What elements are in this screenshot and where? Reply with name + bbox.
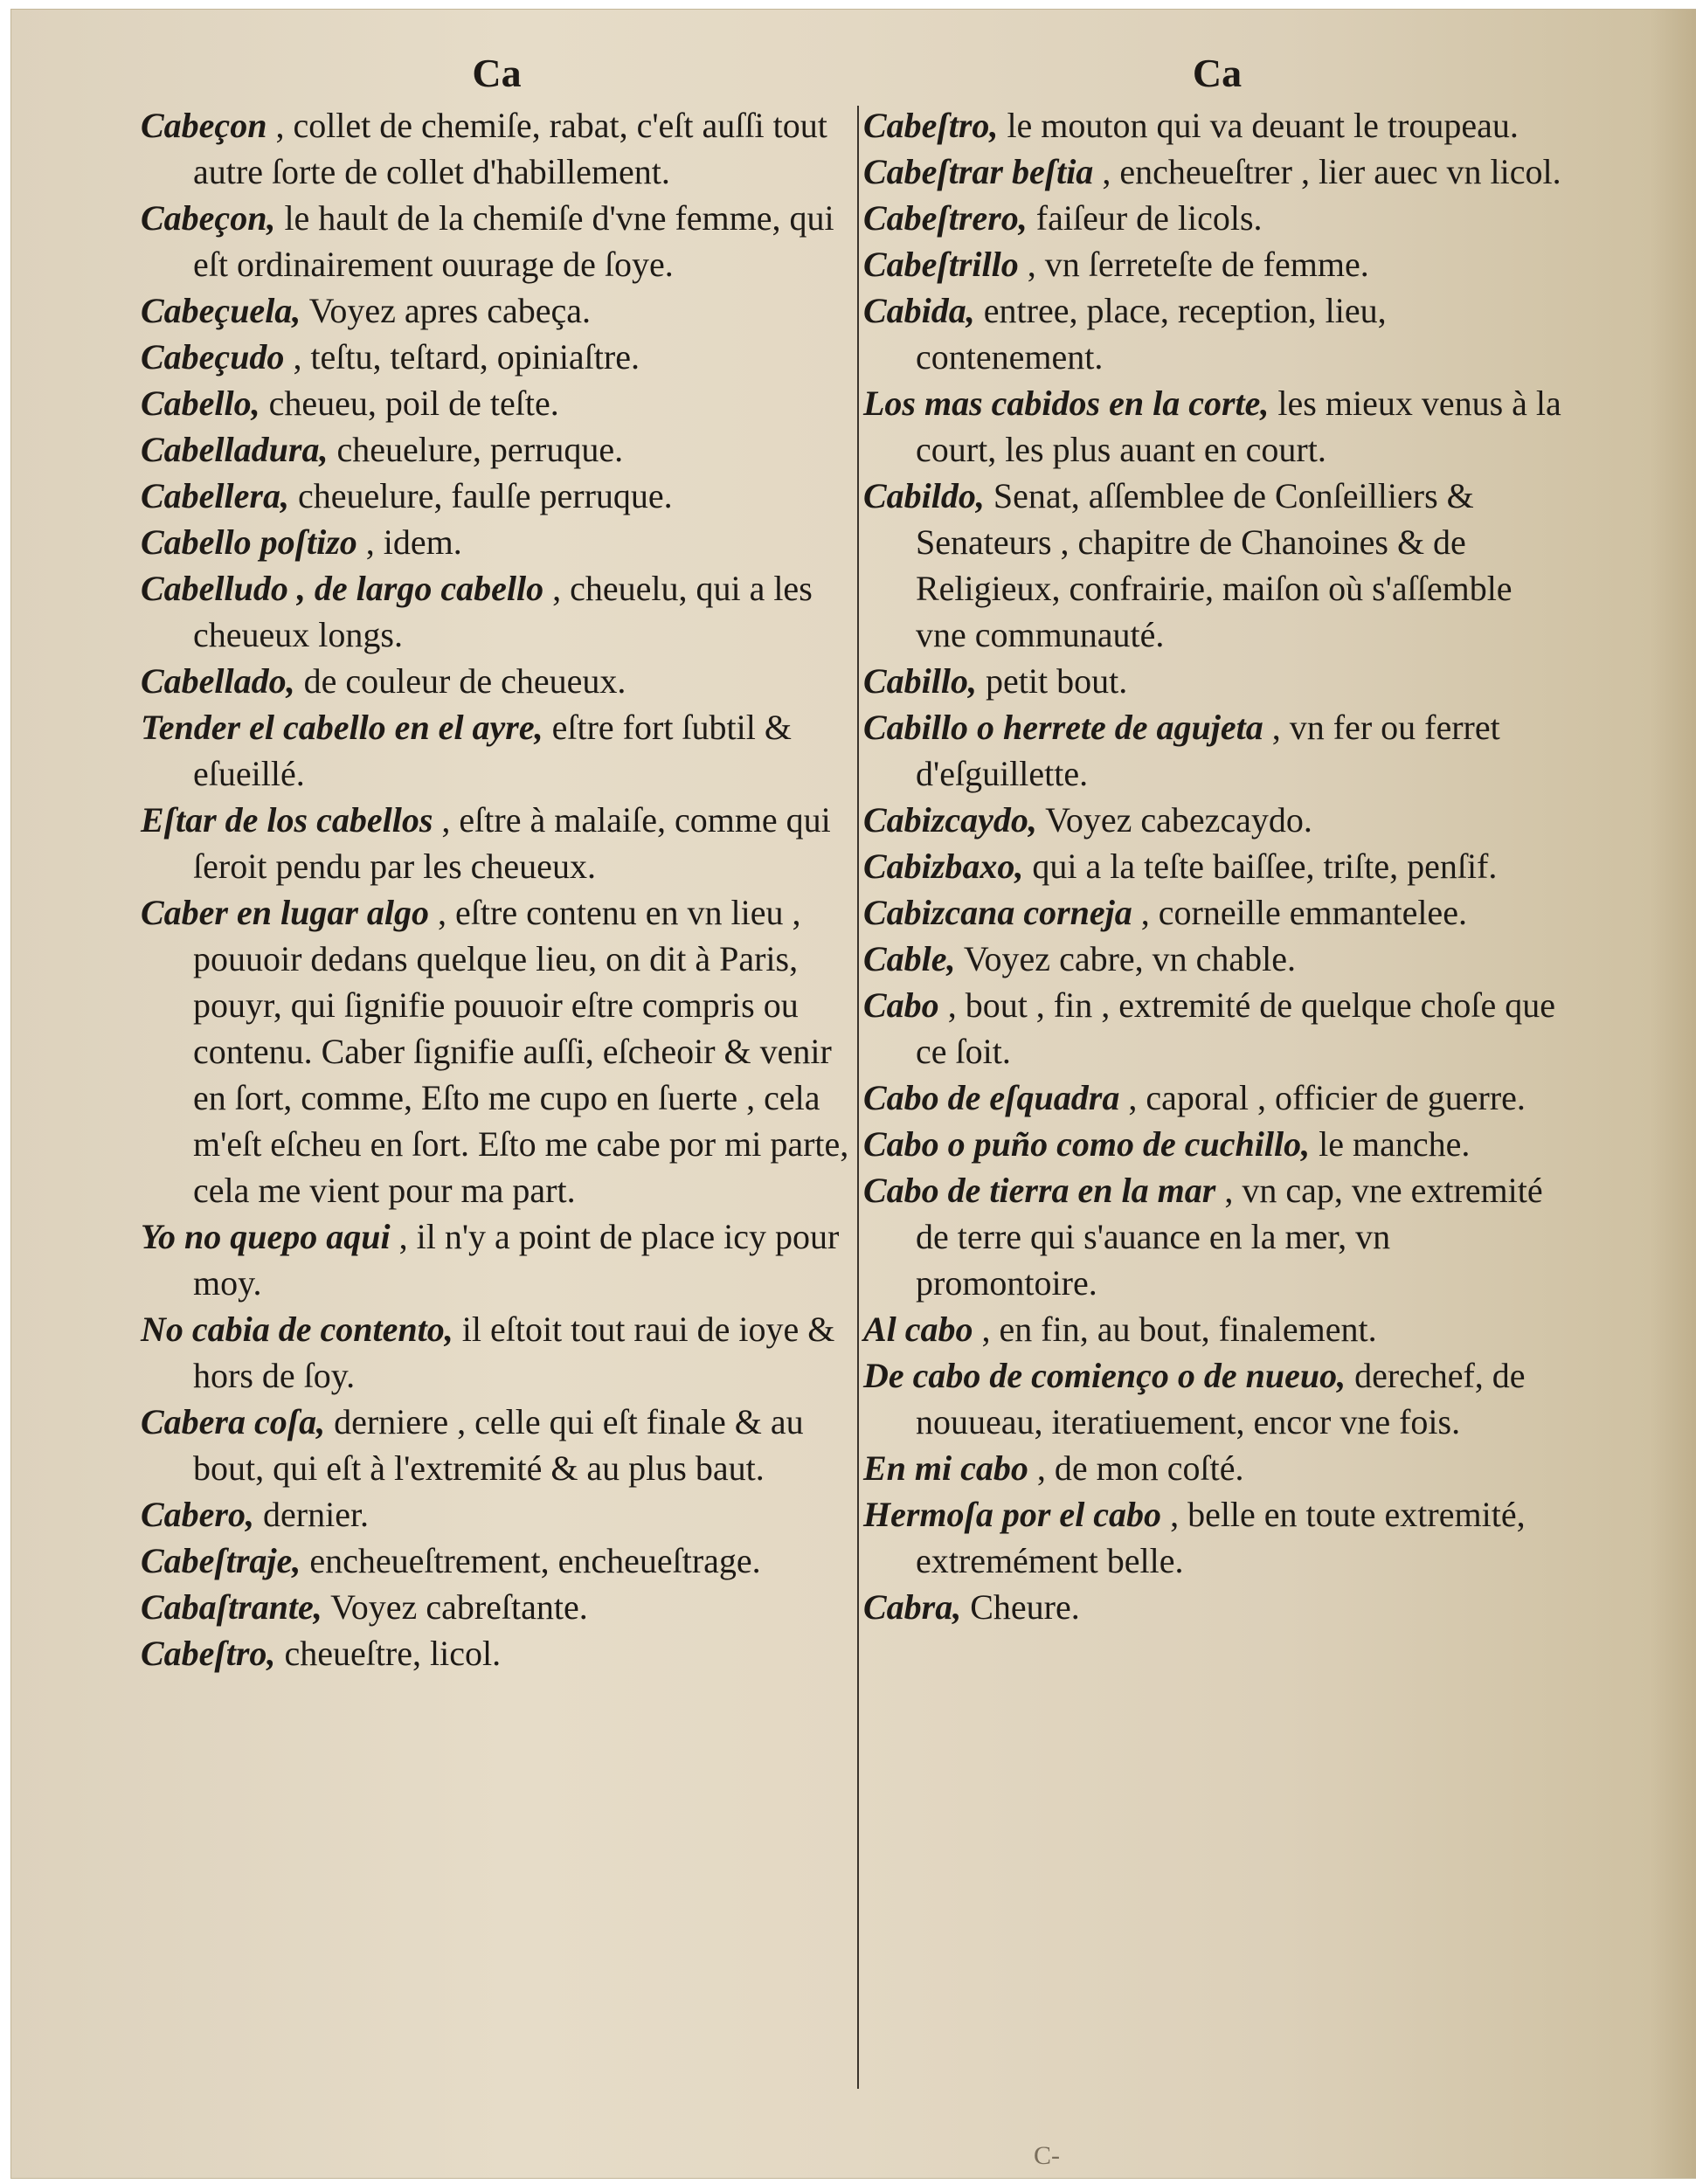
entry-definition: , encheueſtrer , lier auec vn licol. (1093, 152, 1561, 191)
dictionary-entry (141, 704, 853, 797)
dictionary-entry (141, 334, 853, 380)
entry-headword: Cabeçon, (141, 198, 276, 238)
entry-definition: , eſtre à malaiſe, comme qui ſeroit pendu par les cheueux. (193, 800, 831, 886)
entry-definition: qui a la teſte baiſſee, triſte, penſif. (1023, 847, 1498, 886)
entry-headword: Cabillo, (863, 661, 978, 701)
dictionary-entry (141, 195, 853, 287)
entry-headword: Cabello poſtizo (141, 522, 357, 562)
entry-definition: , vn ſerreteſte de femme. (1018, 245, 1369, 284)
entry-headword: Cabo (863, 985, 939, 1025)
entry-definition: le manche. (1310, 1124, 1471, 1164)
dictionary-entry (863, 704, 1571, 797)
entry-headword: Cabo o puño como de cuchillo, (863, 1124, 1311, 1164)
left-entries (141, 102, 853, 1676)
entry-definition: , cheuelu, qui a les cheueux longs. (193, 569, 813, 654)
entry-headword: Cabello, (141, 384, 260, 423)
entry-headword: Cabida, (863, 291, 975, 330)
dictionary-entry (141, 889, 853, 1213)
entry-definition: dernier. (254, 1495, 370, 1534)
dictionary-entry (141, 519, 853, 565)
dictionary-entry (141, 102, 853, 195)
entry-headword: Cabellera, (141, 476, 289, 515)
entry-definition: Voyez cabreſtante. (322, 1587, 588, 1627)
entry-definition: , teſtu, teſtard, opiniaſtre. (284, 337, 640, 377)
entry-headword: Yo no quepo aqui (141, 1217, 391, 1256)
dictionary-entry (141, 1491, 853, 1538)
entry-headword: Eſtar de los cabellos (141, 800, 433, 840)
entry-headword: Hermoſa por el cabo (863, 1495, 1162, 1534)
entry-definition: encheueſtrement, encheueſtrage. (301, 1541, 761, 1580)
dictionary-entry (141, 565, 853, 658)
entry-definition: , il n'y a point de place icy pour moy. (193, 1217, 840, 1303)
dictionary-entry (141, 1399, 853, 1491)
dictionary-entry (863, 982, 1571, 1075)
entry-headword: En mi cabo (863, 1448, 1028, 1488)
entry-headword: Cabeçuela, (141, 291, 301, 330)
dictionary-entry (141, 287, 853, 334)
entry-definition: derniere , celle qui eſt finale & au bout, qui eſt à l'extremité & au plus baut. (193, 1402, 804, 1488)
entry-headword: Cabizcana corneja (863, 893, 1132, 932)
dictionary-entry (863, 149, 1571, 195)
entry-headword: Cabo de tierra en la mar (863, 1171, 1216, 1210)
dictionary-entry (863, 102, 1571, 149)
dictionary-entry (863, 1445, 1571, 1491)
entry-headword: Cabelludo , de largo cabello (141, 569, 544, 608)
dictionary-entry (141, 380, 853, 426)
dictionary-entry (863, 843, 1571, 889)
entry-definition: cheuelure, perruque. (328, 430, 624, 469)
entry-headword: Cabeſtro, (863, 106, 999, 145)
dictionary-entry (141, 1584, 853, 1630)
right-column-header: Ca (1192, 51, 1243, 95)
dictionary-entry (141, 1538, 853, 1584)
right-column (863, 45, 1571, 1630)
entry-definition: , belle en toute extremité, extremément belle. (916, 1495, 1526, 1580)
entry-headword: Cabeçudo (141, 337, 285, 377)
entry-headword: Cabeſtrar beſtia (863, 152, 1094, 191)
entry-definition: le mouton qui va deuant le troupeau. (998, 106, 1519, 145)
entry-definition: , en fin, au bout, finalement. (973, 1310, 1377, 1349)
entry-definition: , collet de chemiſe, rabat, c'eſt auſſi tout autre ſorte de collet d'habillement. (193, 106, 827, 191)
entry-definition: Voyez cabezcaydo. (1036, 800, 1312, 840)
entry-headword: Cabeçon (141, 106, 267, 145)
entry-headword: Cabildo, (863, 476, 985, 515)
entry-definition: eſtre fort ſubtil & eſueillé. (193, 708, 792, 793)
entry-headword: Cabelladura, (141, 430, 329, 469)
entry-definition: faiſeur de licols. (1027, 198, 1263, 238)
entry-headword: Al cabo (863, 1310, 973, 1349)
entry-definition: de couleur de cheueux. (294, 661, 626, 701)
dictionary-entry (863, 287, 1571, 380)
page-edge-shadow (1650, 10, 1696, 2178)
book-page (10, 9, 1696, 2179)
entry-definition: Voyez apres cabeça. (301, 291, 591, 330)
entry-headword: Los mas cabidos en la corte, (863, 384, 1270, 423)
entry-definition: Cheure. (961, 1587, 1080, 1627)
entry-headword: Cabra, (863, 1587, 962, 1627)
entry-definition: , eſtre contenu en vn lieu , pouuoir dedans quelque lieu, on dit à Paris, pouyr, qui ſignifie pouuoir eſtre compris ou contenu. Caber ſignifie auſſi, eſcheoir & venir en ſort, comme, Eſto me cupo en ſuerte , cela m'eſt eſcheu en ſort. Eſto me cabe por mi parte, cela me vient pour ma part. (193, 893, 849, 1210)
entry-headword: Cable, (863, 939, 956, 978)
entry-headword: Cabeſtraje, (141, 1541, 301, 1580)
entry-definition: , bout , fin , extremité de quelque choſe que ce ſoit. (916, 985, 1556, 1071)
dictionary-entry (863, 1352, 1571, 1445)
entry-definition: , idem. (357, 522, 462, 562)
dictionary-entry (863, 473, 1571, 658)
entry-headword: Cabero, (141, 1495, 254, 1534)
dictionary-entry (863, 1491, 1571, 1584)
dictionary-entry (141, 1630, 853, 1676)
column-divider (857, 106, 859, 2089)
entry-headword: Cabizcaydo, (863, 800, 1037, 840)
dictionary-entry (863, 1306, 1571, 1352)
dictionary-entry (863, 1167, 1571, 1306)
entry-headword: Cabellado, (141, 661, 295, 701)
entry-headword: Caber en lugar algo (141, 893, 430, 932)
entry-definition: entree, place, reception, lieu, contenement. (916, 291, 1387, 377)
dictionary-entry (141, 1306, 853, 1399)
dictionary-entry (863, 889, 1571, 936)
entry-headword: Cabeſtro, (141, 1634, 276, 1673)
entry-definition: , vn cap, vne extremité de terre qui s'auance en la mer, vn promontoire. (916, 1171, 1543, 1303)
dictionary-entry (863, 195, 1571, 241)
dictionary-entry (141, 797, 853, 889)
dictionary-entry (863, 936, 1571, 982)
dictionary-entry (863, 380, 1571, 473)
dictionary-entry (863, 1584, 1571, 1630)
dictionary-entry (863, 1075, 1571, 1121)
entry-definition: le hault de la chemiſe d'vne femme, qui eſt ordinairement ouurage de ſoye. (193, 198, 834, 284)
dictionary-entry (141, 426, 853, 473)
entry-headword: Cabaſtrante, (141, 1587, 322, 1627)
entry-headword: No cabia de contento, (141, 1310, 453, 1349)
entry-headword: Cabera coſa, (141, 1402, 326, 1441)
entry-definition: , corneille emmantelee. (1132, 893, 1467, 932)
entry-definition: cheueſtre, licol. (275, 1634, 502, 1673)
entry-definition: , caporal , officier de guerre. (1119, 1078, 1526, 1117)
entry-definition: les mieux venus à la court, les plus auant en court. (916, 384, 1561, 469)
entry-definition: il eſtoit tout raui de ioye & hors de ſoy. (193, 1310, 835, 1395)
entry-definition: Voyez cabre, vn chable. (955, 939, 1297, 978)
entry-definition: , de mon coſté. (1028, 1448, 1244, 1488)
right-entries (863, 102, 1571, 1630)
dictionary-entry (863, 241, 1571, 287)
dictionary-entry (141, 658, 853, 704)
dictionary-entry (863, 797, 1571, 843)
entry-definition: derechef, de nouueau, iteratiuement, encor vne fois. (916, 1356, 1526, 1441)
left-column-header: Ca (472, 51, 522, 95)
entry-headword: Tender el cabello en el ayre, (141, 708, 543, 747)
entry-headword: Cabeſtrero, (863, 198, 1028, 238)
entry-definition: petit bout. (977, 661, 1128, 701)
dictionary-entry (863, 1121, 1571, 1167)
entry-headword: Cabizbaxo, (863, 847, 1024, 886)
entry-headword: Cabillo o herrete de agujeta (863, 708, 1263, 747)
entry-definition: Senat, aſſemblee de Conſeilliers & Senateurs , chapitre de Chanoines & de Religieux, confrairie, maiſon où s'aſſemble vne communauté. (916, 476, 1513, 654)
entry-headword: De cabo de comienço o de nueuo, (863, 1356, 1346, 1395)
footer-mark: C- (1034, 2141, 1060, 2170)
dictionary-entry (141, 1213, 853, 1306)
entry-headword: Cabeſtrillo (863, 245, 1019, 284)
dictionary-entry (863, 658, 1571, 704)
entry-definition: cheuelure, faulſe perruque. (288, 476, 673, 515)
entry-headword: Cabo de eſquadra (863, 1078, 1120, 1117)
entry-definition: , vn fer ou ferret d'eſguillette. (916, 708, 1500, 793)
entry-definition: cheueu, poil de teſte. (260, 384, 559, 423)
left-column (141, 45, 853, 1676)
dictionary-entry (141, 473, 853, 519)
